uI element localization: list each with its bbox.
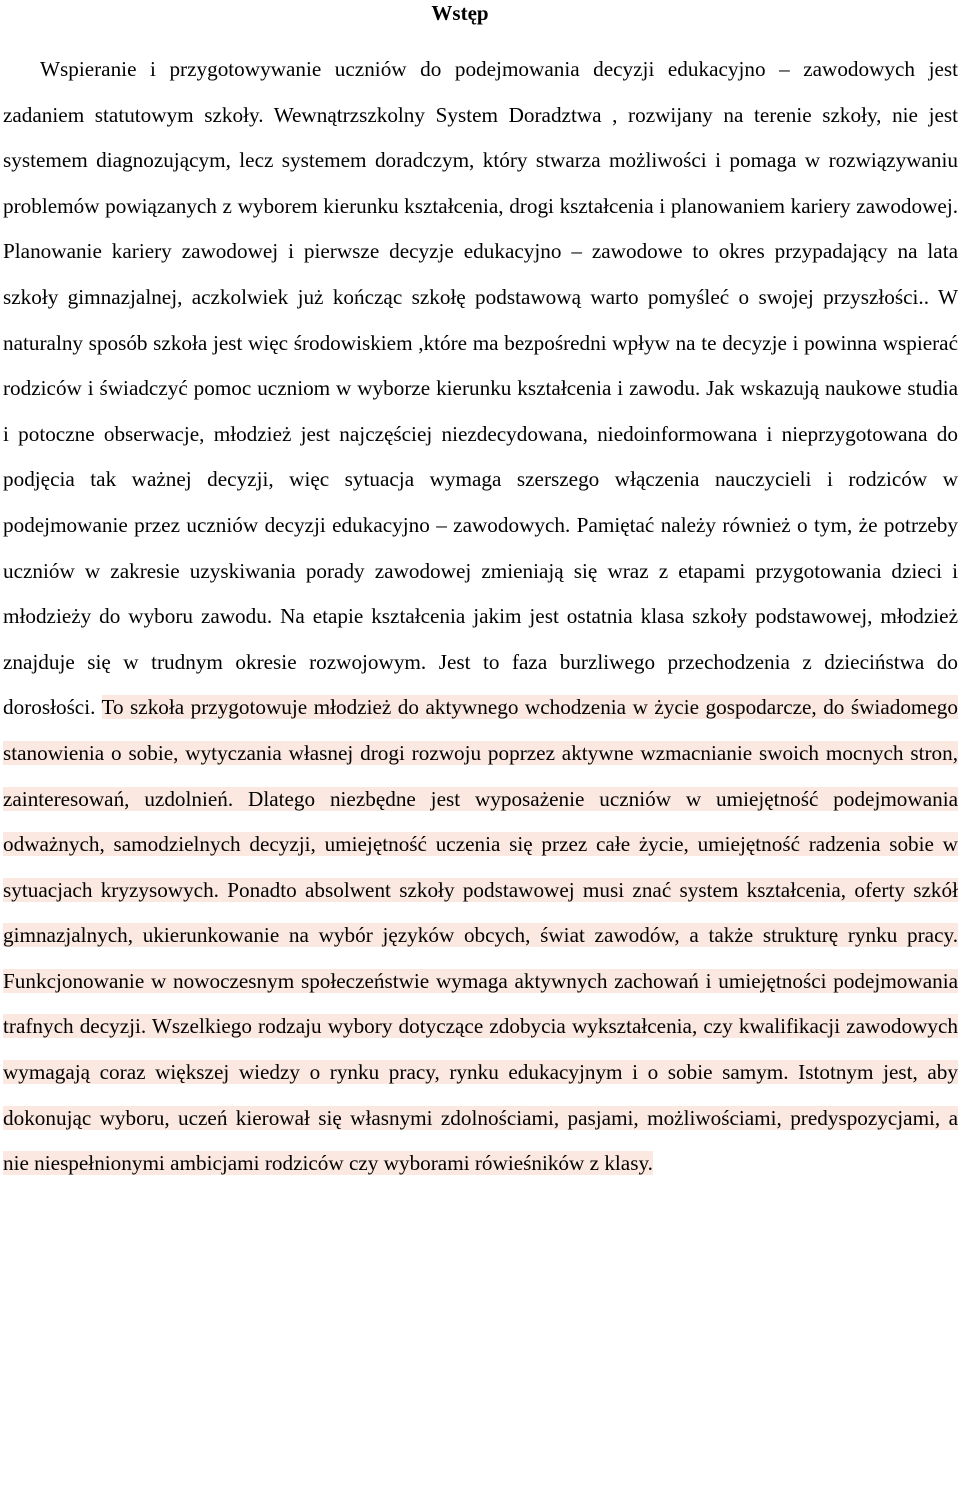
paragraph-segment-highlighted: To szkoła przygotowuje młodzież do aktywnego wchodzenia w życie gospodarcze, do świadomego stanowienia o sobie, wytyczania własnej drogi rozwoju poprzez aktywne wzmacnianie swoich mocnych stron, zainteresowań, uzdolnień. Dlatego niezbędne jest wyposażenie uczniów w umiejętność podejmowania odważnych, samodzielnych decyzji, umiejętność uczenia się przez całe życie, umiejętność radzenia sobie w sytuacjach kryzysowych. Ponadto absolwent szkoły podstawowej musi znać system kształcenia, oferty szkół gimnazjalnych, ukierunkowanie na wybór języków obcych, świat zawodów, a także strukturę rynku pracy. Funkcjonowanie w nowoczesnym społeczeństwie wymaga aktywnych zachowań i umiejętności podejmowania trafnych decyzji. Wszelkiego rodzaju wybory dotyczące zdobycia wykształcenia, czy kwalifikacji zawodowych wymagają coraz większej wiedzy o rynku pracy, rynku edukacyjnym i o sobie samym. Istotnym jest, aby dokonując wyboru, uczeń kierował się własnymi zdolnościami, pasjami, możliwościami, predyspozycjami, a nie niespełnionymi ambicjami rodziców czy wyborami rówieśników z klasy.: [3, 695, 958, 1176]
body-paragraph: [3, 47, 958, 1187]
page-title: Wstęp: [431, 1, 489, 25]
paragraph-segment-plain: Wspieranie i przygotowywanie uczniów do podejmowania decyzji edukacyjno – zawodowych jest zadaniem statutowym szkoły. Wewnątrzszkolny System Doradztwa , rozwijany na terenie szkoły, nie jest systemem diagnozującym, lecz systemem doradczym, który stwarza możliwości i pomaga w rozwiązywaniu problemów powiązanych z wyborem kierunku kształcenia, drogi kształcenia i planowaniem kariery zawodowej. Planowanie kariery zawodowej i pierwsze decyzje edukacyjno – zawodowe to okres przypadający na lata szkoły gimnazjalnej, aczkolwiek już kończąc szkołę podstawową warto pomyśleć o swojej przyszłości.. W naturalny sposób szkoła jest więc środowiskiem ,które ma bezpośredni wpływ na te decyzje i powinna wspierać rodziców i świadczyć pomoc uczniom w wyborze kierunku kształcenia i zawodu. Jak wskazują naukowe studia i potoczne obserwacje, młodzież jest najczęściej niezdecydowana, niedoinformowana i nieprzygotowana do podjęcia tak ważnej decyzji, więc sytuacja wymaga szerszego włączenia nauczycieli i rodziców w podejmowanie przez uczniów decyzji edukacyjno – zawodowych. Pamiętać należy również o tym, że potrzeby uczniów w zakresie uzyskiwania porady zawodowej zmieniają się wraz z etapami przygotowania dzieci i młodzieży do wyboru zawodu. Na etapie kształcenia jakim jest ostatnia klasa szkoły podstawowej, młodzież znajduje się w trudnym okresie rozwojowym. Jest to faza burzliwego przechodzenia z dzieciństwa do dorosłości.: [3, 57, 958, 720]
